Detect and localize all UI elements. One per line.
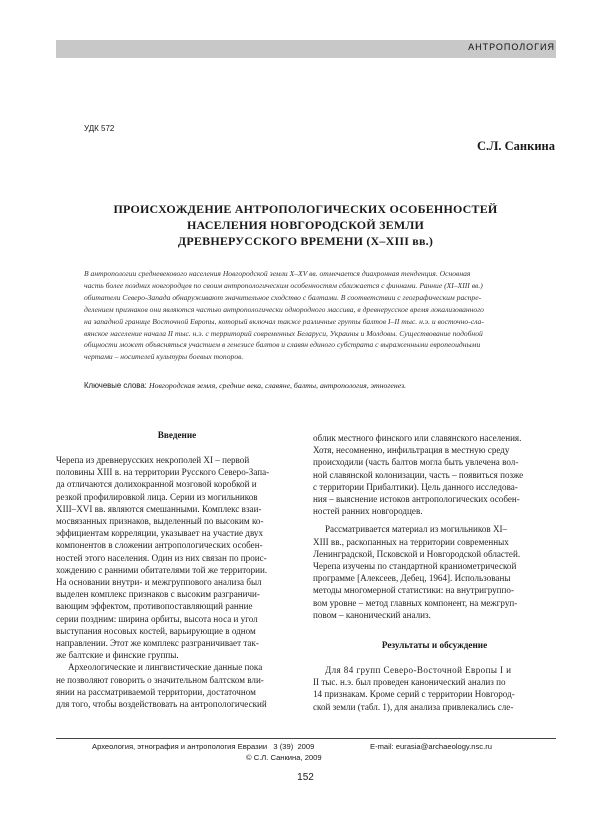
title-line: НАСЕЛЕНИЯ НОВГОРОДСКОЙ ЗЕМЛИ [186,218,425,232]
text-line: Для 84 групп Северо-Восточной Европы I и [325,665,512,675]
abstract-line: делением признаков они являются частью антропологически однородного массива, в древнерусское время локализованного [84,304,484,314]
text-line: повом – канонический анализ. [313,609,431,620]
text-line: XIII вв., раскопанных на территории современных [313,536,509,547]
text-line: янии на рассматриваемой территории, достаточном [56,686,256,697]
text-line: же балтские и финские группы. [56,650,179,661]
text-line: происходили (часть балтов могла быть увлечена вол- [313,457,519,468]
text-line: Археологические и лингвистические данные пока [68,662,263,673]
text-line: половины XIII в. на территории Русского Северо-Запа- [56,467,270,478]
section-label: АНТРОПОЛОГИЯ [468,42,555,52]
abstract [84,268,556,363]
author-name: С.Л. Санкина [476,139,555,153]
abstract-line: часть более поздних новгородцев по своим антропологическим особенностям сближается с финнами. Ранние (XI–XIII вв.) [84,280,483,290]
text-line: не позволяют говорить о значительном балтском вли- [56,674,264,685]
title-line: ДРЕВНЕРУССКОГО ВРЕМЕНИ (X–XIII вв.) [177,234,434,248]
text-line: да отличаются долихокранной мозговой коробкой и [56,479,257,490]
text-line: Ленинградской, Псковской и Новгородской областей. [313,548,521,559]
footer-journal: Археология, этнография и антропология Евразии 3 (39) 2009 [92,742,315,751]
text-line: программе [Алексеев, Дебец, 1964]. Использованы [313,573,511,584]
text-line: с территории Прибалтики). Цель данного исследова- [313,481,518,492]
text-line: Черепа изучены по стандартной краниометрической [313,561,517,572]
text-line: Черепа из древнерусских некрополей XI – первой [56,455,250,465]
text-line: облик местного финского или славянского населения. [313,433,522,443]
column-right [313,432,556,621]
footer-email: E-mail: eurasia@archaeology.nsc.ru [370,742,492,751]
text-line: ной славянской колонизации, часть – появиться позже [313,469,524,480]
text-line: хождению с ранними обитателями той же территории. [56,564,268,575]
keywords-value: Новгородская земля, средние века, славяне, балты, антропология, этногенез. [149,381,407,390]
abstract-line: чертами – носителей культуры боевых топоров. [84,352,244,362]
text-line: резкой профилировкой лица. Серии из могильников [56,491,258,502]
page-number: 152 [297,772,314,783]
text-line: вом уровне – метод главных компонент, на межгруп- [313,597,518,608]
abstract-line: на западной границе Восточной Европы, который включал также различные группы балтов I–II тыс. н.э. и восточно-сла- [84,316,484,326]
footer-rule [56,738,556,739]
text-line: ния – выяснение истоков антропологических особен- [313,494,520,505]
title-line: ПРОИСХОЖДЕНИЕ АНТРОПОЛОГИЧЕСКИХ ОСОБЕННОСТЕЙ [113,202,498,216]
text-line: мосвязанных признаков, выделенный по высоким ко- [56,516,264,527]
text-line: эффициентам корреляции, указывает на участие двух [56,528,264,539]
intro-heading: Введение [157,430,197,440]
abstract-line: общности может объясняться участием в генезисе балтов и славян единого субстрата с выраженными европеоидными [84,340,481,350]
abstract-line: обитатели Северо-Запада обнаруживают значительное сходство с балтами. В соответствии с географическим распре- [84,292,482,302]
keywords [84,381,556,390]
text-line: методы многомерной статистики: на внутригруппо- [313,585,514,596]
text-line: XIII–XVI вв. являются смешанными. Комплекс взаи- [56,503,262,514]
text-line: выступания носовых костей, варьирующие в одном [56,625,256,636]
text-line: для того, чтобы воздействовать на антропологический [56,699,267,710]
keywords-label: Ключевые слова: [84,381,150,390]
footer-copyright: © С.Л. Санкина, 2009 [246,753,322,762]
text-line: ской земли (табл. 1), для анализа привлекались сле- [313,701,514,712]
text-line: компонентов в сложении антропологических особен- [56,540,263,551]
text-line: Рассматривается материал из могильников XI– [325,524,508,535]
article-title [0,201,611,249]
text-line: ностей ранних новгородцев. [313,506,423,517]
results-heading: Результаты и обсуждение [381,640,488,650]
udk-code: УДК 572 [84,124,115,133]
text-line: ностей этого населения. Один из них связан по проис- [56,552,267,563]
text-line: серии поздним: ширина орбиты, высота носа и угол [56,613,258,624]
results-text [313,664,556,713]
text-line: Хотя, несомненно, инфильтрация в местную среду [313,445,510,456]
text-line: 14 признакам. Кроме серий с территории Новгород- [313,689,515,700]
column-left [56,454,298,710]
abstract-line: вянское население начала II тыс. н.э. с территорий современных Беларуси, Украины и Молдовы. Существование подобной [84,328,483,338]
text-line: направлении. Этот же комплекс разграничивает так- [56,638,259,649]
text-line: II тыс. н.э. был проведен канонический анализ по [313,677,506,688]
abstract-line: В антропологии средневекового населения Новгородской земли X–XV вв. отмечается диахронная тенденция. Основная [84,269,471,278]
text-line: На основании внутри- и межгруппового анализа был [56,577,262,588]
text-line: вающим эффектом, противопоставляющий ранние [56,601,253,612]
text-line: выделен комплекс признаков с высоким разграничи- [56,589,260,600]
